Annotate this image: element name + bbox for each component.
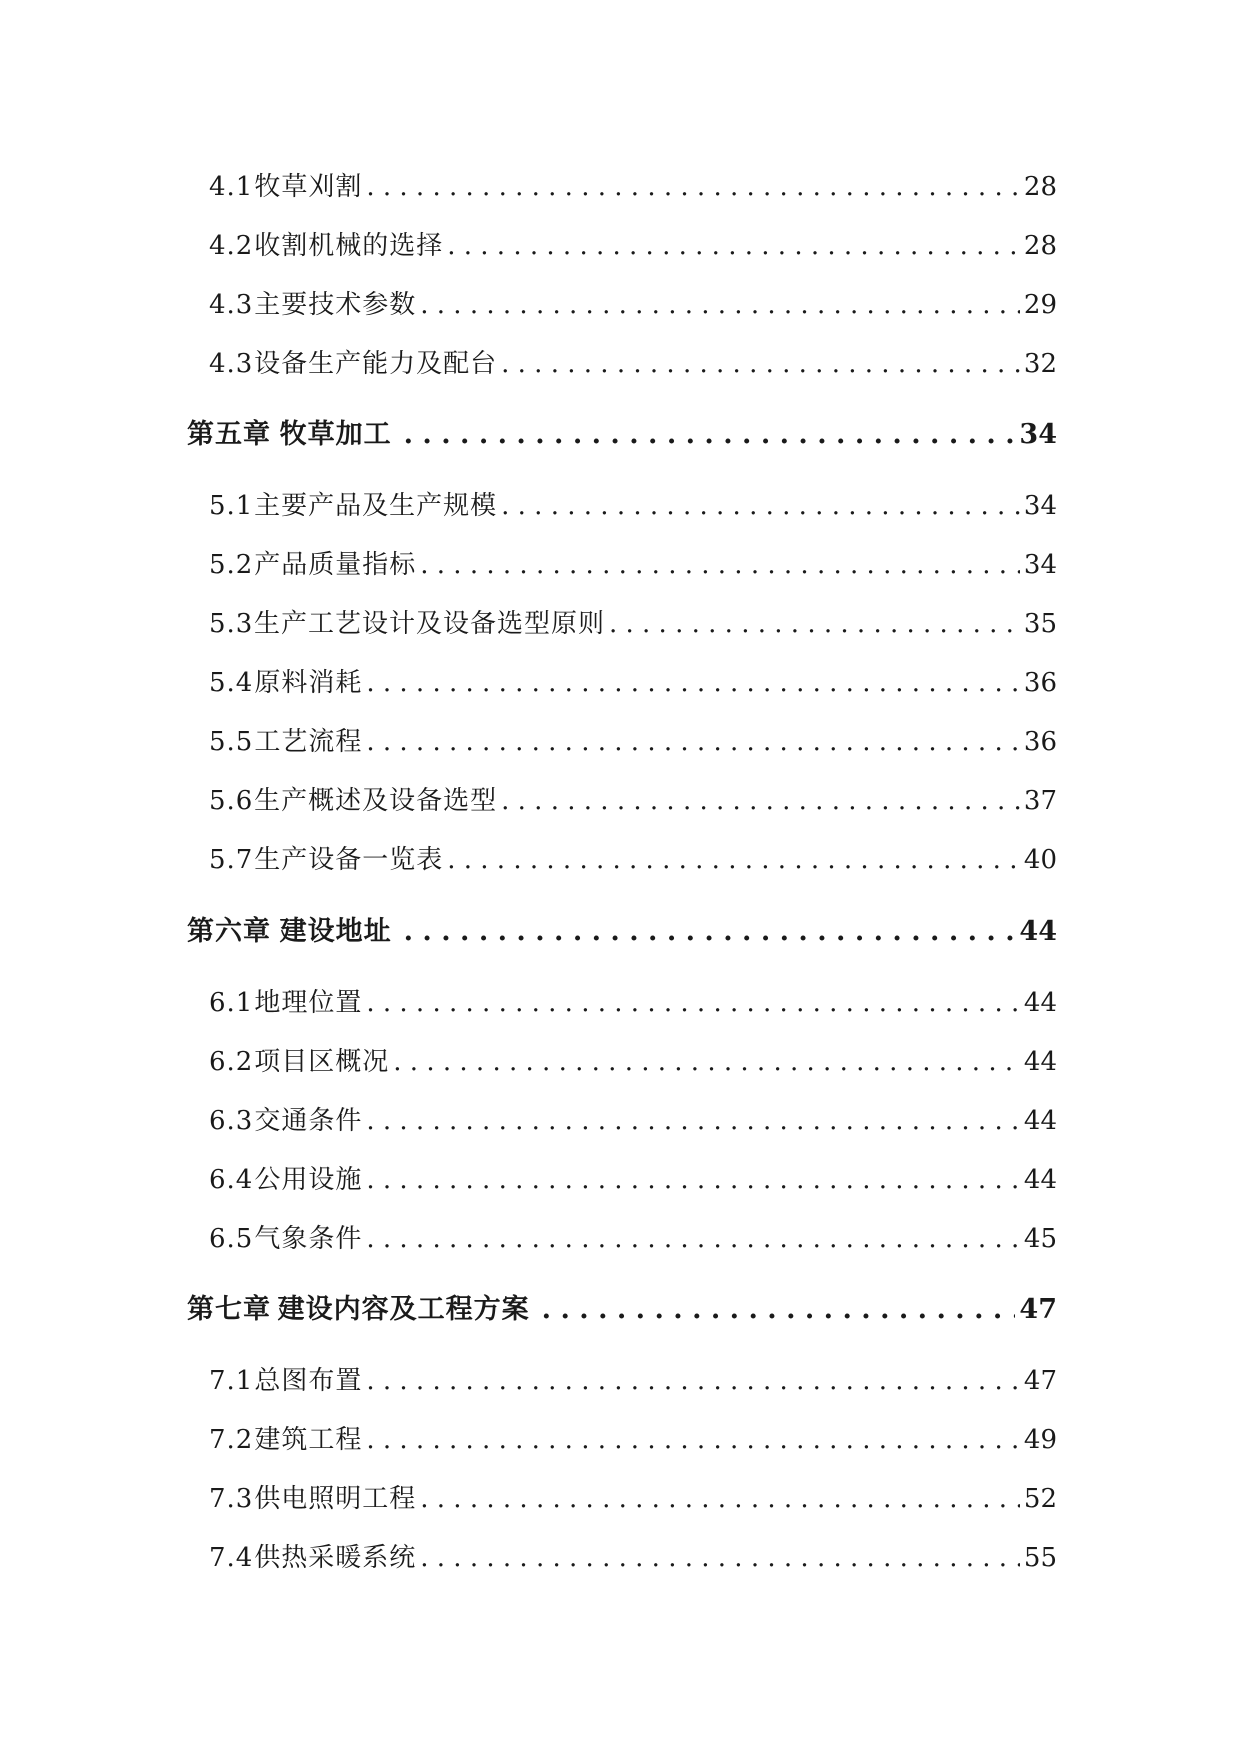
toc-page-number: 55	[1023, 1543, 1057, 1573]
toc-entry-section[interactable]	[209, 1217, 1057, 1261]
toc-entry-section[interactable]	[209, 1040, 1057, 1084]
toc-page-number: 32	[1023, 349, 1057, 379]
toc-entry-number: 4.3	[209, 290, 254, 320]
toc-entry-title: 主要技术参数	[254, 290, 417, 320]
toc-entry-number: 6.5	[209, 1224, 254, 1254]
toc-entry-number: 5.4	[209, 668, 254, 698]
toc-entry-chapter[interactable]	[187, 1288, 1057, 1332]
toc-entry-title: 供热采暖系统	[254, 1543, 417, 1573]
toc-page-number: 45	[1023, 1224, 1057, 1254]
toc-dot-leader	[366, 1099, 1020, 1143]
toc-entry-number: 5.2	[209, 550, 254, 580]
toc-entry-number: 5.5	[209, 727, 254, 757]
toc-entry-section[interactable]	[209, 283, 1057, 327]
toc-dot-leader	[542, 1288, 1016, 1332]
toc-entry-title: 生产工艺设计及设备选型原则	[253, 609, 605, 639]
toc-entry-section[interactable]	[209, 1099, 1057, 1143]
toc-entry-title: 交通条件	[254, 1106, 363, 1136]
toc-page-number: 36	[1023, 668, 1057, 698]
toc-dot-leader	[501, 342, 1020, 386]
toc-dot-leader	[447, 224, 1020, 268]
toc-entry-title: 总图布置	[254, 1366, 363, 1396]
toc-entry-number: 6.4	[209, 1165, 254, 1195]
toc-entry-title: 收割机械的选择	[254, 231, 444, 261]
toc-page-number: 28	[1023, 231, 1057, 261]
toc-entry-section[interactable]	[209, 165, 1057, 209]
toc-entry-section[interactable]	[209, 543, 1057, 587]
toc-entry-number: 7.1	[209, 1366, 254, 1396]
toc-entry-section[interactable]	[209, 838, 1057, 882]
toc-dot-leader	[609, 602, 1020, 646]
toc-page-number: 35	[1023, 609, 1057, 639]
toc-entry-number: 7.3	[209, 1484, 254, 1514]
toc-entry-title: 生产概述及设备选型	[254, 786, 498, 816]
toc-entry-section[interactable]	[209, 981, 1057, 1025]
toc-dot-leader	[393, 1040, 1020, 1084]
toc-dot-leader	[420, 1477, 1020, 1521]
toc-dot-leader	[366, 1359, 1020, 1403]
toc-page-number: 47	[1019, 1294, 1057, 1325]
toc-entry-title: 气象条件	[254, 1224, 363, 1254]
toc-page-number: 44	[1023, 988, 1057, 1018]
toc-entry-title: 建筑工程	[254, 1425, 363, 1455]
toc-page-number: 49	[1023, 1425, 1057, 1455]
toc-entry-number: 6.3	[209, 1106, 254, 1136]
toc-entry-number: 5.1	[209, 491, 254, 521]
toc-chapter-title: 建设内容及工程方案	[277, 1294, 530, 1325]
toc-dot-leader	[501, 484, 1020, 528]
toc-entry-title: 主要产品及生产规模	[254, 491, 498, 521]
toc-page-number: 44	[1023, 1047, 1057, 1077]
toc-entry-section[interactable]	[209, 1536, 1057, 1580]
toc-entry-section[interactable]	[209, 602, 1057, 646]
toc-page-number: 44	[1019, 916, 1057, 947]
toc-entry-number: 7.4	[209, 1543, 254, 1573]
toc-dot-leader	[366, 661, 1020, 705]
toc-entry-number: 5.6	[209, 786, 254, 816]
toc-dot-leader	[366, 720, 1020, 764]
toc-dot-leader	[404, 413, 1016, 457]
toc-entry-section[interactable]	[209, 224, 1057, 268]
toc-entry-number: 4.1	[209, 172, 254, 202]
toc-page-number: 40	[1023, 845, 1057, 875]
toc-entry-number: 6.1	[209, 988, 254, 1018]
toc-dot-leader	[366, 1418, 1020, 1462]
toc-page-number: 44	[1023, 1165, 1057, 1195]
toc-dot-leader	[366, 981, 1020, 1025]
toc-entry-chapter[interactable]	[187, 910, 1057, 954]
toc-dot-leader	[447, 838, 1020, 882]
toc-entry-section[interactable]	[209, 1418, 1057, 1462]
toc-chapter-number: 第七章	[187, 1294, 271, 1325]
toc-dot-leader	[366, 1217, 1020, 1261]
toc-page-number: 52	[1023, 1484, 1057, 1514]
toc-entry-section[interactable]	[209, 1158, 1057, 1202]
toc-entry-title: 地理位置	[254, 988, 363, 1018]
toc-dot-leader	[420, 283, 1020, 327]
toc-dot-leader	[404, 910, 1016, 954]
toc-entry-title: 工艺流程	[254, 727, 363, 757]
toc-page-number: 37	[1023, 786, 1057, 816]
toc-chapter-title: 建设地址	[279, 916, 392, 947]
toc-entry-section[interactable]	[209, 661, 1057, 705]
toc-entry-title: 公用设施	[254, 1165, 363, 1195]
toc-dot-leader	[501, 779, 1020, 823]
toc-entry-number: 4.2	[209, 231, 254, 261]
toc-entry-chapter[interactable]	[187, 413, 1057, 457]
toc-page-number: 34	[1023, 491, 1057, 521]
toc-entry-title: 供电照明工程	[254, 1484, 417, 1514]
toc-dot-leader	[420, 1536, 1020, 1580]
toc-dot-leader	[366, 165, 1020, 209]
toc-page-number: 28	[1023, 172, 1057, 202]
toc-entry-section[interactable]	[209, 1477, 1057, 1521]
toc-entry-number: 6.2	[209, 1047, 254, 1077]
toc-page-number: 34	[1023, 550, 1057, 580]
toc-page-number: 47	[1023, 1366, 1057, 1396]
toc-entry-section[interactable]	[209, 720, 1057, 764]
toc-entry-section[interactable]	[209, 342, 1057, 386]
toc-chapter-number: 第五章	[187, 419, 271, 450]
toc-entry-number: 7.2	[209, 1425, 254, 1455]
toc-entry-title: 原料消耗	[254, 668, 363, 698]
toc-entry-title: 生产设备一览表	[254, 845, 444, 875]
toc-entry-title: 产品质量指标	[254, 550, 417, 580]
toc-entry-title: 牧草刈割	[254, 172, 363, 202]
toc-dot-leader	[366, 1158, 1020, 1202]
toc-dot-leader	[420, 543, 1020, 587]
toc-entry-number: 4.3	[209, 349, 254, 379]
toc-page-number: 44	[1023, 1106, 1057, 1136]
toc-entry-section[interactable]	[209, 484, 1057, 528]
toc-page-number: 34	[1019, 419, 1057, 450]
toc-page-number: 36	[1023, 727, 1057, 757]
toc-page-number: 29	[1023, 290, 1057, 320]
toc-chapter-number: 第六章	[187, 916, 271, 947]
toc-entry-number: 5.3	[209, 609, 254, 639]
toc-chapter-title: 牧草加工	[279, 419, 392, 450]
toc-entry-title: 项目区概况	[254, 1047, 390, 1077]
toc-entry-section[interactable]	[209, 1359, 1057, 1403]
toc-entry-number: 5.7	[209, 845, 254, 875]
toc-entry-title: 设备生产能力及配台	[254, 349, 498, 379]
toc-entry-section[interactable]	[209, 779, 1057, 823]
